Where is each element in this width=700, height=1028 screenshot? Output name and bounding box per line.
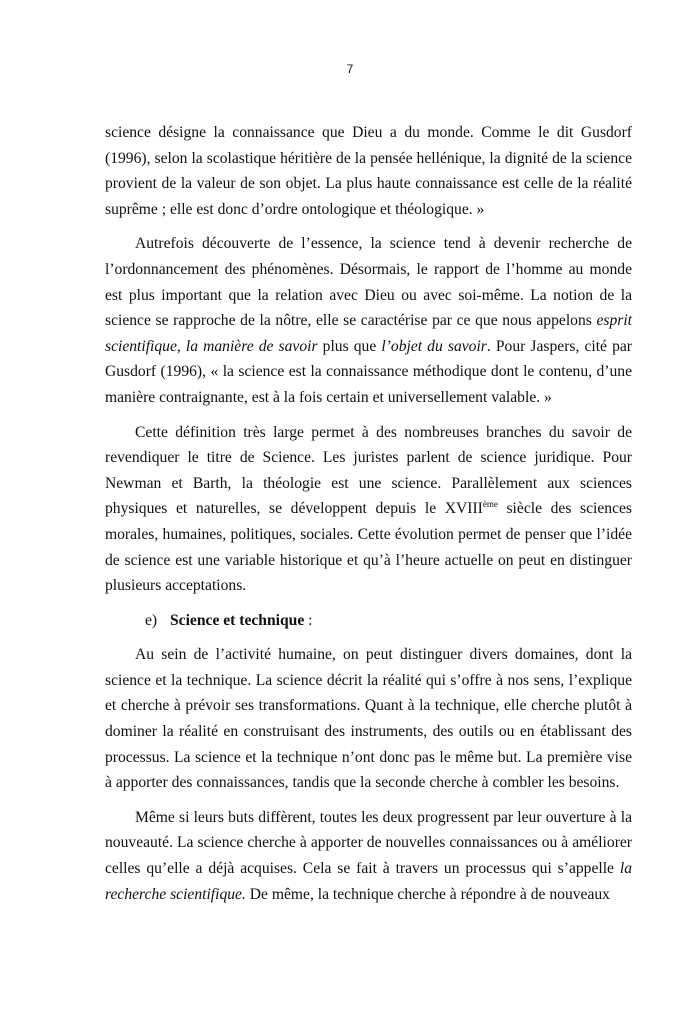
section-marker: e) bbox=[145, 611, 158, 629]
paragraph-5 bbox=[105, 805, 632, 907]
paragraph-2-text-a: Autrefois découverte de l’essence, la science tend à devenir recherche de l’ordonnancement des phénomènes. Désormais, le rapport de l’homme au monde est plus important que la relation avec Dieu ou avec soi-même. La notion de la science se rapproche de la nôtre, elle se caractérise par ce que nous appelons bbox=[105, 235, 632, 330]
paragraph-2-text-c: plus que bbox=[317, 337, 382, 355]
emphasis-esprit-scientifique: esprit scientifique bbox=[105, 312, 632, 355]
emphasis-objet-du-savoir: l’objet du savoir bbox=[381, 337, 487, 355]
document-body bbox=[105, 120, 632, 916]
paragraph-3-text-b: siècle des sciences morales, humaines, politiques, sociales. Cette évolution permet de penser que l’idée de science est une variable historique et qu’à l’heure actuelle on peut en distinguer plusieurs acceptations. bbox=[105, 500, 632, 595]
paragraph-5-text-b: De même, la technique cherche à répondre à de nouveaux bbox=[245, 885, 610, 903]
paragraph-3 bbox=[105, 420, 632, 599]
paragraph-2-text-d: . Pour Jaspers, cité par Gusdorf (1996), « la science est la connaissance méthodique dont le contenu, d’une manière contraignante, est à la fois certain et universellement valable. » bbox=[105, 337, 632, 406]
page-number: 7 bbox=[346, 62, 354, 76]
section-heading bbox=[105, 608, 632, 634]
paragraph-4: Au sein de l’activité humaine, on peut distinguer divers domaines, dont la science et la technique. La science décrit la réalité qui s’offre à nos sens, l’explique et cherche à prévoir ses transformations. Quant à la technique, elle cherche plutôt à dominer la réalité en construisant des instruments, des outils ou en établissant des processus. La science et la technique n’ont donc pas le même but. La première vise à apporter des connaissances, tandis que la seconde cherche à combler les besoins. bbox=[105, 646, 632, 792]
paragraph-1: science désigne la connaissance que Dieu a du monde. Comme le dit Gusdorf (1996), selon la scolastique héritière de la pensée hellénique, la dignité de la science provient de la valeur de son objet. La plus haute connaissance est celle de la réalité suprême ; elle est donc d’ordre ontologique et théologique. » bbox=[105, 124, 632, 218]
emphasis-recherche-scientifique: la recherche scientifique. bbox=[105, 860, 632, 903]
paragraph-2-text-b: , bbox=[176, 337, 186, 355]
paragraph-3-text-a: Cette définition très large permet à des nombreuses branches du savoir de revendiquer le titre de Science. Les juristes parlent de science juridique. Pour Newman et Barth, la théologie est une science. Parallèlement aux sciences physiques et naturelles, se développent depuis le XVIII bbox=[105, 423, 632, 518]
paragraph-5-text-a: Même si leurs buts diffèrent, toutes les deux progressent par leur ouverture à la nouveauté. La science cherche à apporter de nouvelles connaissances ou à améliorer celles qu’elle a déjà acquises. Cela se fait à travers un processus qui s’appelle bbox=[105, 808, 632, 878]
superscript-eme: ème bbox=[482, 499, 498, 510]
emphasis-maniere-de-savoir: la manière de savoir bbox=[185, 337, 318, 355]
section-title-suffix: : bbox=[304, 611, 313, 629]
section-title: Science et technique bbox=[170, 611, 305, 629]
paragraph-2 bbox=[105, 231, 632, 410]
